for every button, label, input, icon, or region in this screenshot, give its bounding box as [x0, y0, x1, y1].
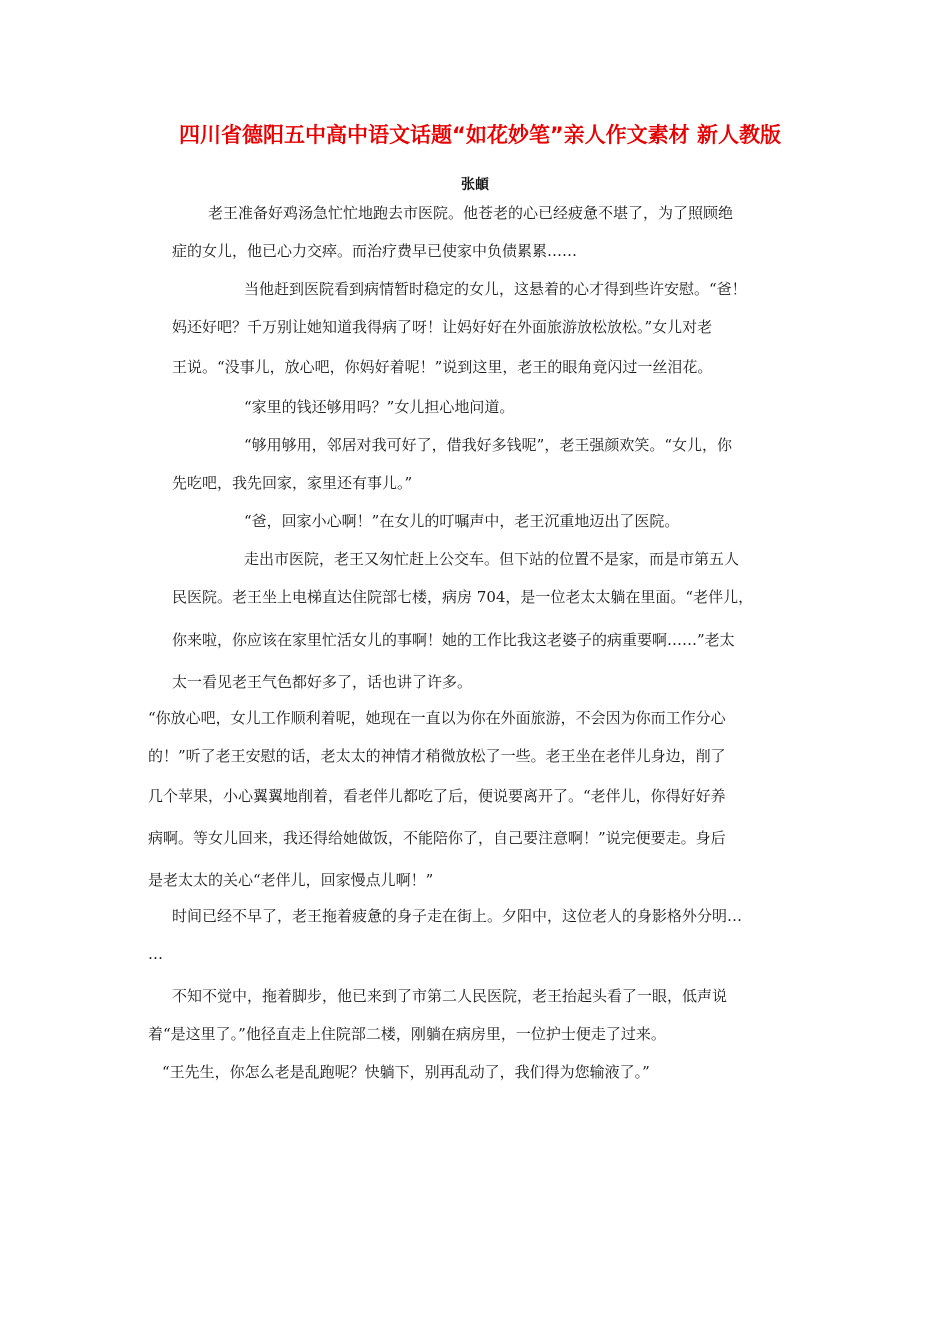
text-line: 的！”听了老王安慰的话，老太太的神情才稍微放松了一些。老王坐在老伴儿身边，削了 [148, 747, 726, 765]
text-line: 老王准备好鸡汤急忙忙地跑去市医院。他苍老的心已经疲惫不堪了，为了照顾绝 [208, 204, 734, 222]
text-line: 着“是这里了。”他径直走上住院部二楼，刚躺在病房里，一位护士便走了过来。 [148, 1025, 666, 1043]
text-line: 不知不觉中，拖着脚步，他已来到了市第二人民医院，老王抬起头看了一眼，低声说 [172, 987, 728, 1005]
text-line: “爸，回家小心啊！”在女儿的叮嘱声中，老王沉重地迈出了医院。 [244, 512, 680, 530]
text-line: 是老太太的关心“老伴儿，回家慢点儿啊！” [148, 871, 434, 889]
text-line: 你来啦，你应该在家里忙活女儿的事啊！她的工作比我这老婆子的病重要啊……”老太 [172, 631, 735, 649]
text-line: … [148, 945, 163, 963]
text-line: 当他赶到医院看到病情暂时稳定的女儿，这悬着的心才得到些许安慰。“爸！ [244, 280, 747, 298]
text-line: 先吃吧，我先回家，家里还有事儿。” [172, 474, 413, 492]
text-line: 太一看见老王气色都好多了，话也讲了许多。 [172, 673, 473, 691]
text-line: “家里的钱还够用吗？”女儿担心地问道。 [244, 398, 515, 416]
text-line: 时间已经不早了，老王拖着疲惫的身子走在街上。夕阳中，这位老人的身影格外分明… [172, 907, 743, 925]
text-line: 王说。“没事儿，放心吧，你妈好着呢！”说到这里，老王的眼角竟闪过一丝泪花。 [172, 358, 713, 376]
text-line: 民医院。老王坐上电梯直达住院部七楼，病房 704，是一位老太太躺在里面。“老伴儿， [172, 588, 754, 606]
document-title: 四川省德阳五中高中语文话题“如花妙笔”亲人作文素材 新人教版 [179, 123, 781, 147]
text-line: 走出市医院，老王又匆忙赶上公交车。但下站的位置不是家，而是市第五人 [244, 550, 740, 568]
text-line: 病啊。等女儿回来，我还得给她做饭，不能陪你了，自己要注意啊！”说完便要走。身后 [148, 829, 726, 847]
text-line: 妈还好吧？千万别让她知道我得病了呀！让妈好好在外面旅游放松放松。”女儿对老 [172, 318, 713, 336]
text-line: 几个苹果，小心翼翼地削着，看老伴儿都吃了后，便说要离开了。“老伴儿，你得好好养 [148, 787, 726, 805]
author-name: 张頔 [461, 177, 489, 193]
text-line: “王先生，你怎么老是乱跑呢？快躺下，别再乱动了，我们得为您输液了。” [162, 1063, 650, 1081]
text-line: “你放心吧，女儿工作顺利着呢，她现在一直以为你在外面旅游，不会因为你而工作分心 [148, 709, 726, 727]
text-line: 症的女儿，他已心力交瘁。而治疗费早已使家中负债累累…… [172, 242, 578, 260]
text-line: “够用够用，邻居对我可好了，借我好多钱呢”，老王强颜欢笑。“女儿，你 [244, 436, 733, 454]
